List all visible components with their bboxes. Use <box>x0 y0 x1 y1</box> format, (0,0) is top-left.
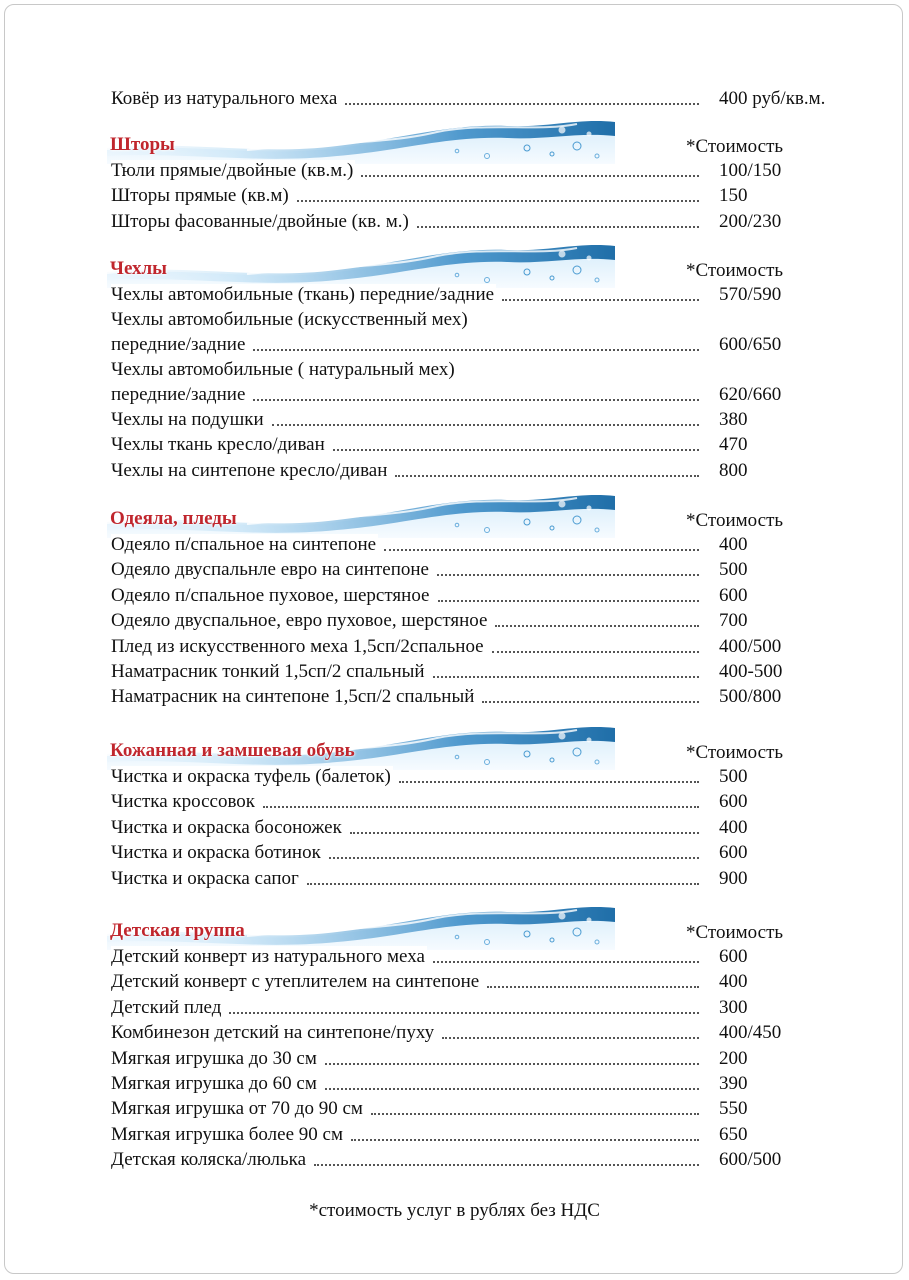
service-price: 380 <box>719 409 748 430</box>
dot-leader <box>395 475 699 477</box>
dot-leader <box>361 175 699 177</box>
price-row <box>111 209 811 235</box>
service-label: Детский конверт из натурального меха <box>111 946 425 967</box>
service-label: Одеяло двуспальнле евро на синтепоне <box>111 559 429 581</box>
service-price: 400-500 <box>719 661 783 682</box>
dot-leader <box>350 832 699 834</box>
dot-leader <box>297 200 699 202</box>
service-price: 200 <box>719 1047 748 1069</box>
footnote: *стоимость услуг в рублях без НДС <box>309 1200 600 1221</box>
price-row <box>111 684 811 710</box>
service-label: Ковёр из натурального меха <box>111 88 338 109</box>
service-price: 650 <box>719 1123 748 1145</box>
price-row <box>111 583 811 609</box>
dot-leader <box>399 781 699 783</box>
service-price: 600 <box>719 791 748 813</box>
service-price: 390 <box>719 1073 748 1094</box>
service-label: Одеяло п/спальное на синтепоне <box>111 534 377 555</box>
dot-leader <box>437 574 699 576</box>
dot-leader <box>333 449 699 451</box>
price-row <box>111 332 811 358</box>
section-title: Кожанная и замшевая обувь <box>110 740 355 761</box>
cost-column-label: *Стоимость <box>686 922 784 943</box>
service-price: 600 <box>719 842 748 864</box>
service-label: Чистка и окраска туфель (балеток) <box>111 766 391 787</box>
service-label: Наматрасник тонкий 1,5сп/2 спальный <box>111 661 425 682</box>
service-price: 400/450 <box>719 1022 782 1044</box>
service-label: Чехлы ткань кресло/диван <box>111 434 325 456</box>
section-title: Одеяла, пледы <box>110 508 237 529</box>
service-price: 570/590 <box>719 284 782 305</box>
service-label: передние/задние <box>111 333 246 355</box>
section-title: Чехлы <box>110 258 167 279</box>
price-row <box>111 307 811 333</box>
price-row <box>111 1071 811 1097</box>
price-row <box>111 1020 811 1046</box>
service-price: 400 <box>719 816 748 838</box>
service-price: 200/230 <box>719 210 782 232</box>
service-label: Комбинезон детский на синтепоне/пуху <box>111 1022 435 1044</box>
service-label: Тюли прямые/двойные (кв.м.) <box>111 160 354 181</box>
dot-leader <box>253 399 699 401</box>
service-label: Чехлы автомобильные ( натуральный мех) <box>111 359 455 381</box>
price-row <box>111 407 811 433</box>
service-label: Чехлы на подушки <box>111 409 264 430</box>
service-price: 550 <box>719 1098 748 1120</box>
price-row <box>111 634 811 660</box>
service-label: Шторы фасованные/двойные (кв. м.) <box>111 210 409 232</box>
price-row <box>111 1147 811 1173</box>
price-row <box>111 432 811 458</box>
dot-leader <box>384 549 699 551</box>
dot-leader <box>442 1037 699 1039</box>
service-label: Мягкая игрушка более 90 см <box>111 1123 343 1145</box>
dot-leader <box>325 1063 699 1065</box>
service-price: 400 <box>719 971 748 993</box>
dot-leader <box>229 1012 699 1014</box>
service-label: Наматрасник на синтепоне 1,5сп/2 спальный <box>111 686 475 708</box>
service-price: 600 <box>719 584 748 606</box>
service-label: Детская коляска/люлька <box>111 1149 307 1171</box>
price-row <box>111 840 811 866</box>
service-price: 500 <box>719 766 748 787</box>
dot-leader <box>417 226 699 228</box>
service-price: 100/150 <box>719 160 782 181</box>
service-label: Чехлы на синтепоне кресло/диван <box>111 459 388 481</box>
dot-leader <box>495 625 699 627</box>
service-label: Чистка и окраска сапог <box>111 867 299 889</box>
dot-leader <box>314 1164 699 1166</box>
service-price: 400 <box>719 534 748 555</box>
price-row <box>111 944 811 970</box>
dot-leader <box>502 299 699 301</box>
dot-leader <box>482 701 699 703</box>
service-label: Плед из искусственного меха 1,5сп/2спальное <box>111 635 484 657</box>
service-price: 400/500 <box>719 635 782 657</box>
service-label: Детский конверт с утеплителем на синтепоне <box>111 971 480 993</box>
dot-leader <box>492 651 699 653</box>
dot-leader <box>433 676 699 678</box>
price-row <box>111 357 811 383</box>
price-row <box>111 183 811 209</box>
dot-leader <box>433 961 699 963</box>
section-title: Детская группа <box>110 920 245 941</box>
service-label: Одеяло п/спальное пуховое, шерстяное <box>111 584 430 606</box>
service-label: Мягкая игрушка до 60 см <box>111 1073 317 1094</box>
service-price: 470 <box>719 434 748 456</box>
service-price: 600 <box>719 946 748 967</box>
service-label: Мягкая игрушка от 70 до 90 см <box>111 1098 363 1120</box>
price-row <box>111 608 811 634</box>
dot-leader <box>272 424 699 426</box>
service-label: Одеяло двуспальное, евро пуховое, шерстяное <box>111 610 488 632</box>
service-label: Мягкая игрушка до 30 см <box>111 1047 317 1069</box>
price-row <box>111 557 811 583</box>
price-row <box>111 532 811 558</box>
cost-column-label: *Стоимость <box>686 260 784 281</box>
dot-leader <box>351 1139 699 1141</box>
price-row <box>111 764 811 790</box>
price-row <box>111 1096 811 1122</box>
service-price: 300 <box>719 996 748 1018</box>
service-price: 500/800 <box>719 686 782 708</box>
dot-leader <box>438 600 699 602</box>
dot-leader <box>263 806 699 808</box>
service-price: 600/650 <box>719 333 782 355</box>
cost-column-label: *Стоимость <box>686 510 784 531</box>
dot-leader <box>325 1088 699 1090</box>
service-label: Чехлы автомобильные (искусственный мех) <box>111 309 468 331</box>
service-label: Чистка кроссовок <box>111 791 256 813</box>
service-price: 150 <box>719 185 748 207</box>
price-row <box>111 789 811 815</box>
service-label: Чистка и окраска босоножек <box>111 816 342 838</box>
price-row <box>111 969 811 995</box>
price-row <box>111 458 811 484</box>
price-row <box>111 815 811 841</box>
service-price: 900 <box>719 867 748 889</box>
dot-leader <box>345 103 699 105</box>
service-label: Шторы прямые (кв.м) <box>111 185 289 207</box>
service-price: 800 <box>719 459 748 481</box>
price-row <box>111 1122 811 1148</box>
dot-leader <box>487 986 699 988</box>
dot-leader <box>329 857 699 859</box>
price-row <box>111 382 811 408</box>
price-row <box>111 659 811 685</box>
cost-column-label: *Стоимость <box>686 742 784 763</box>
price-row <box>111 1046 811 1072</box>
price-row <box>111 866 811 892</box>
cost-column-label: *Стоимость <box>686 136 784 157</box>
service-label: передние/задние <box>111 383 246 405</box>
service-price: 700 <box>719 610 748 632</box>
service-label: Чехлы автомобильные (ткань) передние/задние <box>111 284 495 305</box>
service-label: Детский плед <box>111 996 222 1018</box>
section-title: Шторы <box>110 134 175 155</box>
service-price: 600/500 <box>719 1149 782 1171</box>
service-price: 400 руб/кв.м. <box>719 88 826 109</box>
price-row <box>111 282 811 308</box>
price-row <box>111 995 811 1021</box>
service-price: 500 <box>719 559 748 581</box>
service-price: 620/660 <box>719 383 782 405</box>
service-label: Чистка и окраска ботинок <box>111 842 321 864</box>
price-row <box>111 86 826 112</box>
dot-leader <box>253 349 699 351</box>
price-row <box>111 158 811 184</box>
dot-leader <box>307 883 699 885</box>
dot-leader <box>371 1113 699 1115</box>
